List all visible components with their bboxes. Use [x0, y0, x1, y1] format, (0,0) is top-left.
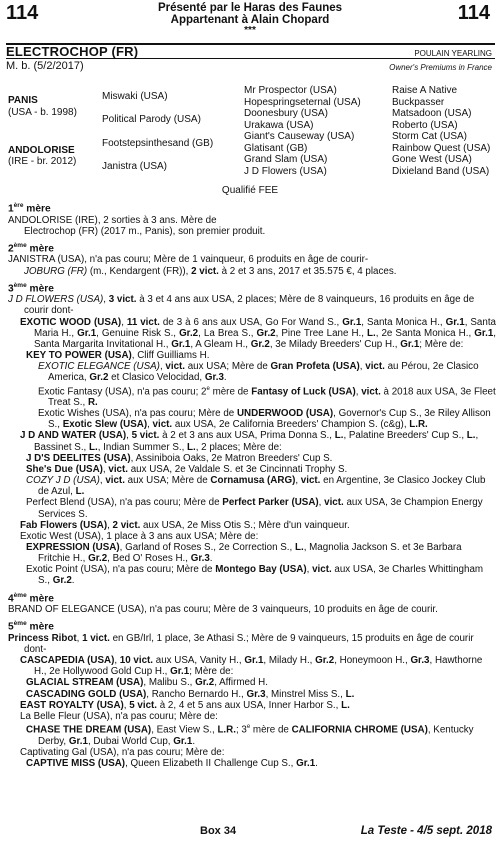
dam3-produce-2c: COZY J D (USA), vict. aux USA; Mère de Cornamusa (ARG), vict. en Argentine, 3e Clasico Jockey Club de Azul, L. — [26, 475, 486, 498]
section-5eme-mere: 5ème mère — [8, 620, 54, 633]
ped-gen2-3: Footstepsinthesand (GB) — [102, 138, 214, 149]
page-header — [120, 2, 380, 35]
name-bottom-rule — [6, 58, 495, 59]
header-stars: *** — [244, 25, 256, 36]
dam5-produce-1: CASCAPEDIA (USA), 10 vict. aux USA, Vanity H., Gr.1, Milady H., Gr.2, Honeymoon H., Gr.3, Hawthorne H., 2e Hollywood Gold Cup H., Gr.1; Mère de: — [20, 655, 483, 678]
ped-gen3-3: Doonesbury (USA) — [244, 108, 328, 119]
ped-gen4-2: Buckpasser — [392, 96, 445, 108]
horse-type: POULAIN YEARLING — [414, 49, 492, 58]
section-3eme-mere: 3ème mère — [8, 281, 54, 295]
lot-number-right: 114 — [457, 2, 490, 24]
ped-gen2-4: Janistra (USA) — [102, 161, 168, 172]
dam5-produce-4: Captivating Gal (USA), n'a pas couru; Mère de: — [20, 746, 225, 758]
dam3-produce-1: EXOTIC WOOD (USA), 11 vict. de 3 à 6 ans aux USA, Go For Wand S., Gr.1, Santa Monica H., Gr.1, Santa Maria H., Gr.1, Genuine Risk S., Gr.2, La Brea S., Gr.2, Pine Tree Lane H., L., 2e Santa Monica H., Gr.1, Santa Margarita Invitational H., Gr.1, A Gleam H., Gr.2, 3e Milady Breeders' Cup H., Gr.1; Mère de: — [20, 316, 497, 350]
dam3-produce-1d: Exotic Wishes (USA), n'a pas couru; Mère de UNDERWOOD (USA), Governor's Cup S., 3e Riley Allison S., Exotic Slew (USA), vict. aux USA, 2e California Breeders' Champion S. (c&g), L.R. — [38, 408, 491, 431]
dam-info: (IRE - br. 2012) — [8, 156, 77, 167]
owners-premium-note: Owner's Premiums in France — [389, 63, 492, 72]
horse-name: ELECTROCHOP (FR) — [6, 44, 139, 59]
dam4-text: BRAND OF ELEGANCE (USA), n'a pas couru; Mère de 3 vainqueurs, 10 produits en âge de courir. — [8, 604, 438, 616]
dam3-produce-4: Exotic West (USA), 1 place à 3 ans aux USA; Mère de: — [20, 530, 259, 542]
ped-gen4-3: Matsadoon (USA) — [392, 108, 472, 119]
horse-description: M. b. (5/2/2017) — [6, 60, 84, 72]
dam3-produce-2d: Perfect Blend (USA), n'a pas couru; Mère de Perfect Parker (USA), vict. aux USA, 3e Champion Energy Services S. — [26, 497, 483, 520]
dam5-produce-4a: CAPTIVE MISS (USA), Queen Elizabeth II Challenge Cup S., Gr.1. — [26, 757, 318, 769]
dam3-produce-2a: J D'S DEELITES (USA), Assiniboia Oaks, 2e Matron Breeders' Cup S. — [26, 452, 333, 464]
sale-venue: La Teste - 4/5 sept. 2018 — [360, 825, 492, 837]
section-1ere-mere: 1ère mère — [8, 202, 51, 215]
dam5-text: Princess Ribot, 1 vict. en GB/Irl, 1 place, 3e Athasi S.; Mère de 9 vainqueurs, 15 produits en âge de courir dont- — [8, 632, 474, 655]
dam3-text: J D FLOWERS (USA), 3 vict. à 3 et 4 ans aux USA, 2 places; Mère de 8 vainqueurs, 16 produits en âge de courir dont- — [8, 294, 475, 317]
dam3-produce-4b: Exotic Point (USA), n'a pas couru; Mère de Montego Bay (USA), vict. aux USA, 3e Charles Whittingham S., Gr.2. — [26, 564, 484, 587]
dam3-produce-2b: She's Due (USA), vict. aux USA, 2e Valdale S. et 3e Cincinnati Trophy S. — [26, 463, 348, 475]
dam5-produce-3: La Belle Fleur (USA), n'a pas couru; Mère de: — [20, 710, 218, 722]
sire-info: (USA - b. 1998) — [8, 107, 77, 118]
ped-gen4-8: Dixieland Band (USA) — [392, 165, 490, 177]
dam3-produce-1b: EXOTIC ELEGANCE (USA), vict. aux USA; Mère de Gran Profeta (USA), vict. au Pérou, 2e Clasico America, Gr.2 et Clasico Velocidad, Gr.3. — [38, 361, 479, 384]
ped-gen3-5: Giant's Causeway (USA) — [244, 131, 355, 142]
sire-name: PANIS — [8, 95, 38, 106]
ped-gen2-1: Miswaki (USA) — [102, 91, 168, 102]
dam3-produce-2: J D AND WATER (USA), 5 vict. à 2 et 3 ans aux USA, Prima Donna S., L., Palatine Breeders' Cup S., L., Bassinet S., L., Indian Summer S., L., 2 places; Mère de: — [20, 430, 479, 453]
section-4eme-mere: 4ème mère — [8, 591, 54, 604]
consignor-line: Présenté par le Haras des Faunes — [157, 2, 343, 14]
ped-gen3-8: J D Flowers (USA) — [244, 165, 327, 177]
lot-number-left: 114 — [6, 2, 39, 24]
ped-gen4-7: Gone West (USA) — [392, 154, 472, 165]
ped-gen4-6: Rainbow Quest (USA) — [392, 142, 491, 154]
ped-gen4-5: Storm Cat (USA) — [392, 131, 468, 142]
box-number: Box 34 — [200, 825, 237, 837]
owner-line: Appartenant à Alain Chopard — [170, 14, 330, 26]
dam1-text: ANDOLORISE (IRE), 2 sorties à 3 ans. Mère de Electrochop (FR) (2017 m., Panis), son premier produit. — [8, 214, 266, 237]
ped-gen4-1: Raise A Native — [392, 85, 458, 96]
ped-gen3-2: Hopespringseternal (USA) — [244, 96, 361, 108]
ped-gen3-6: Glatisant (GB) — [244, 142, 308, 154]
qualified-fee: Qualifié FEE — [221, 185, 279, 196]
dam3-produce-1c: Exotic Fantasy (USA), n'a pas couru; 2e mère de Fantasy of Luck (USA), vict. à 2018 aux USA, 3e Fleet Treat S., R. — [38, 385, 496, 408]
section-2eme-mere: 2ème mère — [8, 241, 54, 255]
dam-name: ANDOLORISE — [8, 145, 75, 156]
dam3-produce-4a: EXPRESSION (USA), Garland of Roses S., 2e Correction S., L., Magnolia Jackson S. et 3e Barbara Fritchie H., Gr.2, Bed O' Roses H., Gr.3. — [26, 541, 462, 565]
dam3-produce-1a: KEY TO POWER (USA), Cliff Guilliams H. — [26, 350, 210, 362]
ped-gen2-2: Political Parody (USA) — [102, 114, 201, 125]
ped-gen3-1: Mr Prospector (USA) — [244, 85, 337, 96]
dam5-produce-1a: GLACIAL STREAM (USA), Malibu S., Gr.2, Affirmed H. — [26, 677, 268, 689]
ped-gen3-7: Grand Slam (USA) — [244, 154, 328, 165]
dam5-produce-2: EAST ROYALTY (USA), 5 vict. à 2, 4 et 5 ans aux USA, Inner Harbor S., L. — [20, 699, 350, 711]
ped-gen4-4: Roberto (USA) — [392, 119, 458, 131]
produce-record — [8, 198, 496, 769]
dam2-text: JANISTRA (USA), n'a pas couru; Mère de 1 vainqueur, 6 produits en âge de courir- JOBURG (FR) (m., Kendargent (FR)), 2 vict. à 2 et 3 ans, 2017 et 35.575 €, 4 places. — [8, 254, 397, 277]
dam5-produce-3a: CHASE THE DREAM (USA), East View S., L.R.; 3e mère de CALIFORNIA CHROME (USA), Kentucky Derby, Gr.1, Dubai World Cup, Gr.1. — [26, 724, 474, 747]
ped-gen3-4: Urakawa (USA) — [244, 119, 314, 131]
dam5-produce-1b: CASCADING GOLD (USA), Rancho Bernardo H., Gr.3, Minstrel Miss S., L. — [26, 688, 355, 700]
dam3-produce-3: Fab Flowers (USA), 2 vict. aux USA, 2e Miss Otis S.; Mère d'un vainqueur. — [20, 519, 350, 531]
